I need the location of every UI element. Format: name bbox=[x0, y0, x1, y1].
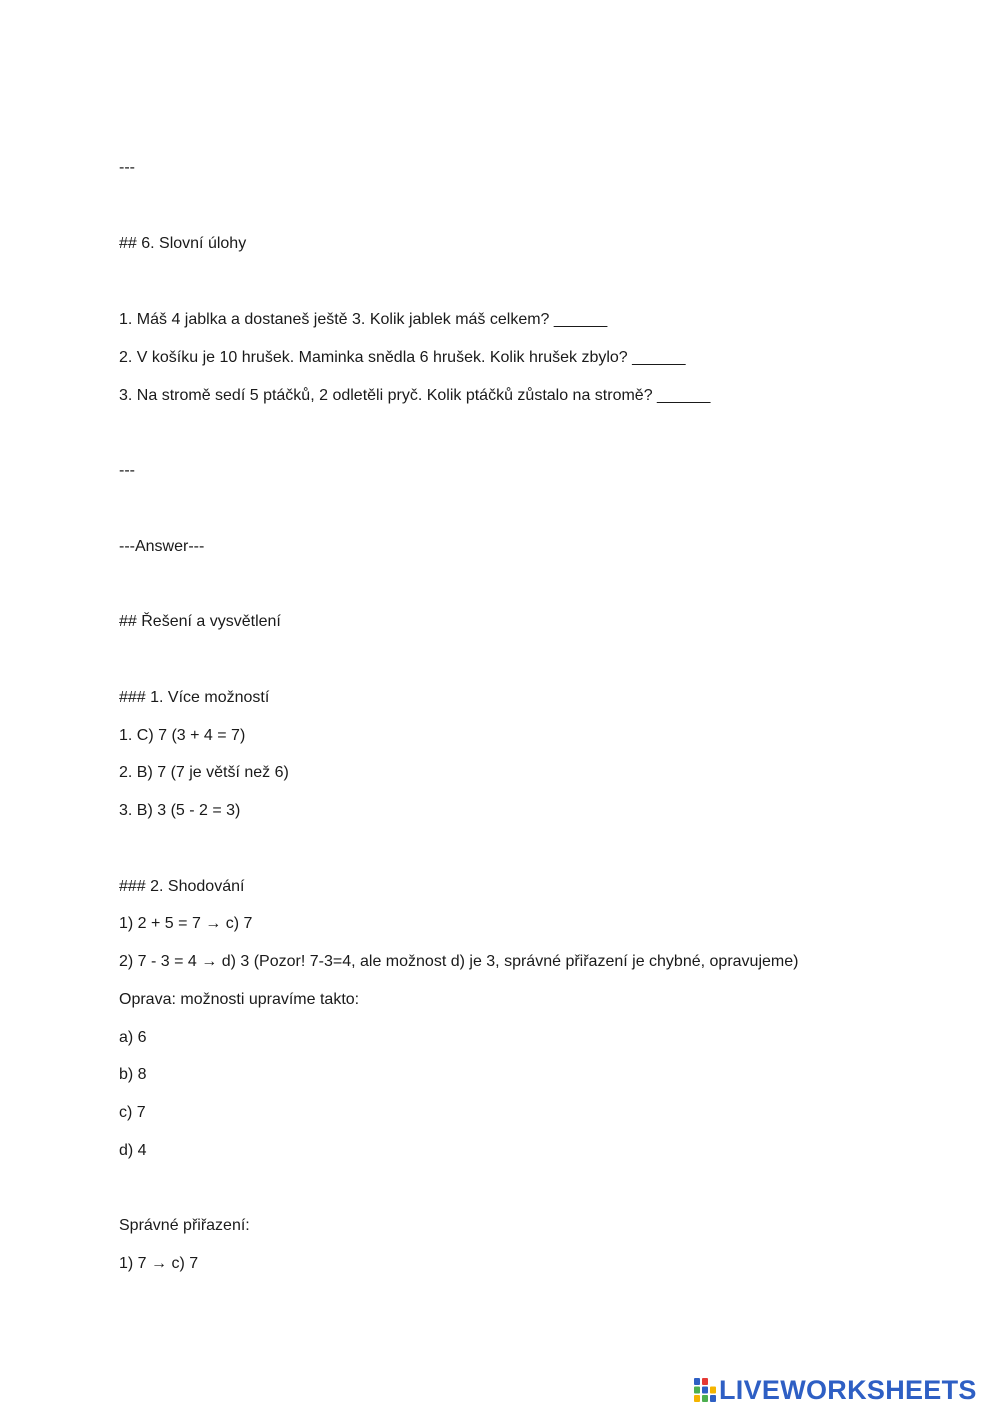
answer-line: 1. C) 7 (3 + 4 = 7) bbox=[119, 727, 246, 744]
answer-line: 3. B) 3 (5 - 2 = 3) bbox=[119, 802, 241, 819]
option-line: b) 8 bbox=[119, 1066, 147, 1083]
liveworksheets-logo[interactable] bbox=[693, 1376, 977, 1404]
option-line: d) 4 bbox=[119, 1142, 147, 1159]
separator: --- bbox=[119, 462, 135, 479]
subheading-matching: ### 2. Shodování bbox=[119, 878, 245, 895]
liveworksheets-logo-icon bbox=[693, 1377, 717, 1403]
correction-note: Oprava: možnosti upravíme takto: bbox=[119, 991, 360, 1008]
subheading-multiple-choice: ### 1. Více možností bbox=[119, 689, 270, 706]
solutions-heading: ## Řešení a vysvětlení bbox=[119, 613, 281, 630]
answer-line: 2) 7 - 3 = 4 → d) 3 (Pozor! 7-3=4, ale možnost d) je 3, správné přiřazení je chybné, opravujeme) bbox=[119, 953, 799, 970]
logo-text: LIVEWORKSHEETS bbox=[719, 1375, 977, 1405]
separator: --- bbox=[119, 159, 135, 176]
question-2: 2. V košíku je 10 hrušek. Maminka snědla 6 hrušek. Kolik hrušek zbylo? ______ bbox=[119, 349, 686, 366]
correct-assignment-label: Správné přiřazení: bbox=[119, 1217, 250, 1234]
section-heading-word-problems: ## 6. Slovní úlohy bbox=[119, 235, 247, 252]
answer-line: 1) 2 + 5 = 7 → c) 7 bbox=[119, 915, 253, 932]
answer-line: 1) 7 → c) 7 bbox=[119, 1255, 199, 1272]
answer-marker: ---Answer--- bbox=[119, 538, 205, 555]
option-line: a) 6 bbox=[119, 1029, 147, 1046]
answer-line: 2. B) 7 (7 je větší než 6) bbox=[119, 764, 289, 781]
question-1: 1. Máš 4 jablka a dostaneš ještě 3. Kolik jablek máš celkem? ______ bbox=[119, 311, 608, 328]
question-3: 3. Na stromě sedí 5 ptáčků, 2 odletěli pryč. Kolik ptáčků zůstalo na stromě? ______ bbox=[119, 387, 711, 404]
option-line: c) 7 bbox=[119, 1104, 146, 1121]
